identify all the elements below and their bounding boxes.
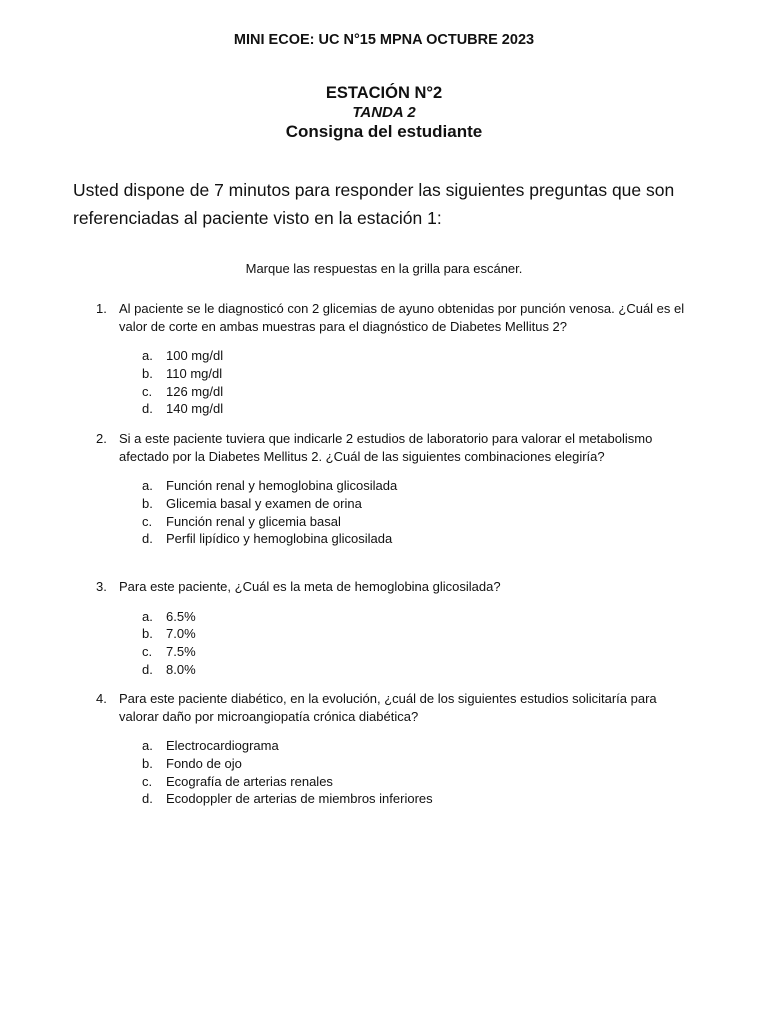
option-text: Electrocardiograma (166, 738, 279, 753)
option-item (96, 737, 696, 755)
option-text: 7.5% (166, 644, 196, 660)
option-item (96, 495, 696, 513)
option-letter: b. (142, 365, 153, 381)
option-item (96, 608, 696, 626)
question-number: 2. (96, 431, 107, 446)
option-item (96, 773, 696, 791)
option-letter: d. (142, 531, 153, 547)
option-item (96, 790, 696, 808)
option-item (96, 530, 696, 548)
question-1 (96, 300, 696, 418)
option-letter: a. (142, 738, 153, 753)
option-text: Ecografía de arterias renales (166, 773, 333, 789)
option-item (96, 400, 696, 418)
option-text: Perfil lipídico y hemoglobina glicosilada (166, 531, 393, 547)
option-item (96, 347, 696, 365)
tanda-label: TANDA 2 (352, 104, 416, 121)
option-list (96, 608, 696, 679)
option-letter: a. (142, 348, 153, 363)
option-text: Glicemia basal y examen de orina (166, 495, 362, 511)
option-letter: a. (142, 608, 153, 624)
option-item (96, 477, 696, 495)
intro-paragraph: Usted dispone de 7 minutos para responder las siguientes preguntas que son referenciadas al paciente visto en la estación 1: (73, 180, 675, 228)
option-text: Fondo de ojo (166, 755, 242, 771)
question-3 (96, 578, 696, 679)
question-number: 3. (96, 579, 107, 594)
option-letter: c. (142, 644, 153, 660)
option-letter: c. (142, 773, 153, 789)
option-list (96, 477, 696, 548)
document-title: MINI ECOE: UC N°15 MPNA OCTUBRE 2023 (233, 32, 535, 48)
option-item (96, 383, 696, 401)
option-letter: d. (142, 791, 153, 807)
option-text: 110 mg/dl (166, 365, 223, 381)
option-text: 126 mg/dl (166, 383, 224, 399)
option-letter: b. (142, 626, 153, 642)
option-text: 140 mg/dl (166, 401, 224, 417)
question-2 (96, 430, 696, 548)
option-list (96, 347, 696, 418)
option-text: 100 mg/dl (166, 348, 224, 363)
question-4 (96, 690, 696, 808)
option-letter: c. (142, 383, 153, 399)
option-item (96, 661, 696, 679)
instruction-text: Marque las respuestas en la grilla para escáner. (245, 261, 523, 276)
option-text: 6.5% (166, 608, 196, 624)
option-item (96, 625, 696, 643)
option-letter: d. (142, 401, 153, 417)
question-text: Al paciente se le diagnosticó con 2 glicemias de ayuno obtenidas por punción venosa. ¿Cuál es el valor de corte en ambas muestras para el diagnóstico de Diabetes Mellitus 2? (119, 301, 685, 334)
question-number: 4. (96, 691, 107, 706)
question-text: Para este paciente diabético, en la evolución, ¿cuál de los siguientes estudios solicitaría para valorar daño por microangiopatía crónica diabética? (119, 691, 657, 724)
section-subtitle: Consigna del estudiante (285, 122, 483, 141)
option-letter: b. (142, 495, 153, 511)
option-item (96, 513, 696, 531)
option-item (96, 755, 696, 773)
option-item (96, 365, 696, 383)
question-number: 1. (96, 301, 107, 316)
option-letter: d. (142, 661, 153, 677)
option-letter: c. (142, 513, 153, 529)
question-text: Si a este paciente tuviera que indicarle 2 estudios de laboratorio para valorar el metabolismo afectado por la Diabetes Mellitus 2. ¿Cuál de las siguientes combinaciones elegiría? (119, 431, 653, 464)
option-item (96, 643, 696, 661)
option-text: Función renal y glicemia basal (166, 513, 341, 529)
question-text: Para este paciente, ¿Cuál es la meta de hemoglobina glicosilada? (119, 579, 501, 594)
option-letter: a. (142, 478, 153, 493)
option-list (96, 737, 696, 808)
option-letter: b. (142, 755, 153, 771)
option-text: Ecodoppler de arterias de miembros inferiores (166, 791, 433, 807)
station-title: ESTACIÓN N°2 (325, 84, 443, 102)
option-text: Función renal y hemoglobina glicosilada (166, 478, 398, 493)
option-text: 7.0% (166, 626, 196, 642)
option-text: 8.0% (166, 661, 196, 677)
